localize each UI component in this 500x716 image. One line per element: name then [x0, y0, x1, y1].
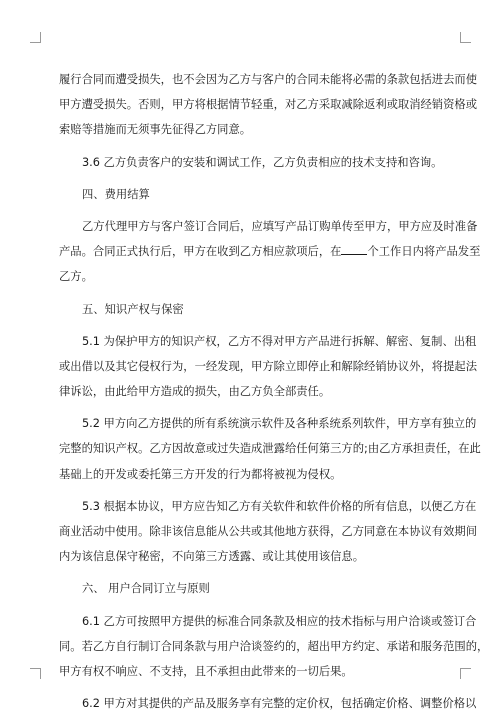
text-line: 同。若乙方自行制订合同条款与用户洽谈签约的，超出甲方约定、承诺和服务范围的，: [59, 639, 489, 653]
crop-mark-top-right: [460, 32, 471, 43]
text-line: 甲方遭受损失。否则，甲方将根据情节轻重，对乙方采取减除返利或取消经销资格或: [59, 98, 477, 112]
fill-in-blank: [341, 244, 367, 255]
text-segment: 产品。合同正式执行后，甲方在收到乙方相应款项后，在: [59, 245, 342, 259]
text-line: 乙方。: [59, 270, 93, 284]
clause-5-1: 5.1 为保护甲方的知识产权，乙方不得对甲方产品进行拆解、解密、复制、出租: [82, 334, 477, 348]
text-line: 商业活动中使用。除非该信息能从公共或其他地方获得，乙方同意在本协议有效期间: [59, 525, 477, 538]
document-body: [59, 67, 489, 716]
text-line: 履行合同而遭受损失，也不会因为乙方与客户的合同未能将必需的条款包括进去而使: [59, 73, 477, 86]
clause-6-2: 6.2 甲方对其提供的产品及服务享有完整的定价权，包括确定价格、调整价格以: [82, 697, 477, 711]
text-line: 基础上的开发或委托第三方开发的行为都将被视为侵权。: [59, 467, 342, 481]
text-line: 完整的知识产权。乙方因故意或过失造成泄露给任何第三方的;由乙方承担责任，在此: [59, 442, 481, 456]
crop-mark-top-left: [30, 32, 41, 43]
clause-3-6: 3.6 乙方负责客户的安装和调试工作，乙方负责相应的技术支持和咨询。: [82, 155, 443, 169]
crop-mark-bottom-right: [460, 668, 471, 679]
text-line: 律诉讼，由此给甲方造成的损失，由乙方负全部责任。: [59, 385, 331, 399]
text-line-with-blank: [59, 239, 481, 264]
text-line: 或出借以及其它侵权行为，一经发现，甲方除立即停止和解除经销协议外，将提起法: [59, 359, 477, 373]
section-heading-fee-settlement: 四、费用结算: [82, 187, 150, 201]
clause-6-1: 6.1 乙方可按照甲方提供的标准合同条款及相应的技术指标与用户洽谈或签订合: [82, 614, 477, 628]
text-segment: 个工作日内将产品发至: [367, 245, 481, 259]
text-line: 内为该信息保守秘密，不向第三方透露、或让其使用该信息。: [59, 550, 365, 564]
section-heading-user-contracts: 六、 用户合同订立与原则: [82, 582, 210, 596]
clause-5-3: 5.3 根据本协议，甲方应告知乙方有关软件和软件价格的所有信息，以便乙方在: [82, 499, 477, 513]
crop-mark-bottom-left: [30, 668, 41, 679]
text-line: 乙方代理甲方与客户签订合同后，应填写产品订购单传至甲方，甲方应及时准备: [82, 219, 478, 233]
text-line: 甲方有权不响应、不支持，且不承担由此带来的一切后果。: [59, 664, 353, 678]
text-line: 索赔等措施而无须事先征得乙方同意。: [59, 123, 252, 137]
clause-5-2: 5.2 甲方向乙方提供的所有系统演示软件及各种系统系列软件，甲方享有独立的: [82, 417, 477, 431]
section-heading-ip-confidentiality: 五、知识产权与保密: [82, 302, 184, 316]
